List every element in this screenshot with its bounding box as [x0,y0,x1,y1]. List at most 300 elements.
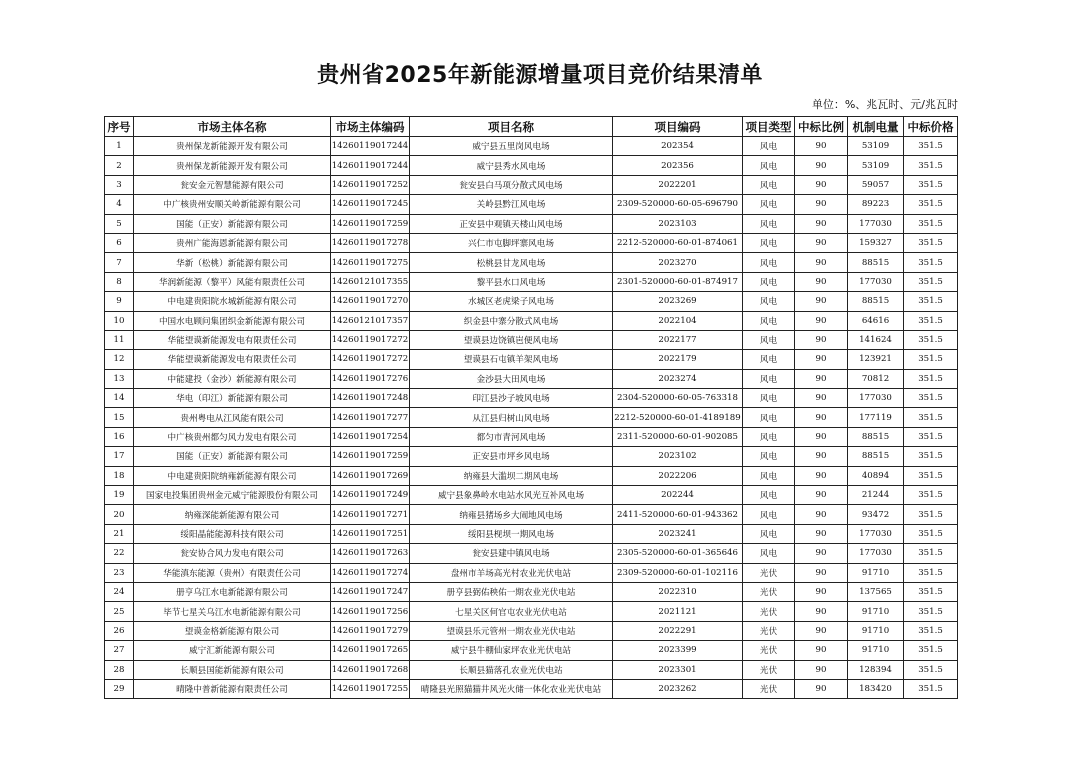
cell-bid-ratio: 90 [795,272,848,291]
cell-bid-price: 351.5 [904,195,958,214]
cell-entity-code: 14260119017259 [331,447,410,466]
table-row [105,292,958,311]
table-row [105,330,958,349]
cell-project-code: 2022177 [613,330,743,349]
cell-project-name: 威宁县象鼻岭水电站水风光互补风电场 [410,486,613,505]
cell-bid-ratio: 90 [795,447,848,466]
cell-bid-ratio: 90 [795,621,848,640]
cell-project-name: 印江县沙子坡风电场 [410,389,613,408]
header-entity-name: 市场主体名称 [134,117,331,137]
cell-bid-ratio: 90 [795,350,848,369]
cell-index: 15 [105,408,134,427]
cell-project-name: 纳雍县猪场乡大闹地风电场 [410,505,613,524]
cell-entity-code: 14260119017263 [331,544,410,563]
header-bid-price: 中标价格 [904,117,958,137]
cell-index: 12 [105,350,134,369]
cell-bid-price: 351.5 [904,427,958,446]
cell-index: 11 [105,330,134,349]
cell-mechanism-energy: 91710 [848,602,904,621]
cell-project-type: 风电 [743,272,795,291]
cell-entity-name: 华能望谟新能源发电有限责任公司 [134,350,331,369]
table-row [105,544,958,563]
cell-bid-ratio: 90 [795,311,848,330]
table-row [105,369,958,388]
cell-project-code: 2023241 [613,524,743,543]
cell-project-name: 黎平县水口风电场 [410,272,613,291]
document-title: 贵州省2025年新能源增量项目竞价结果清单 [317,63,763,88]
cell-mechanism-energy: 91710 [848,563,904,582]
cell-index: 4 [105,195,134,214]
cell-project-name: 瓮安县建中镇风电场 [410,544,613,563]
cell-bid-ratio: 90 [795,253,848,272]
cell-project-code: 2023399 [613,641,743,660]
cell-project-name: 盘州市羊场高光村农业光伏电站 [410,563,613,582]
cell-entity-code: 14260119017272 [331,330,410,349]
cell-index: 3 [105,175,134,194]
cell-project-code: 2022179 [613,350,743,369]
cell-project-code: 2212-520000-60-01-4189189 [613,408,743,427]
cell-project-name: 绥阳县枧坝一期风电场 [410,524,613,543]
table-row [105,408,958,427]
cell-project-code: 202354 [613,137,743,156]
cell-index: 2 [105,156,134,175]
cell-entity-name: 国家电投集团贵州金元威宁能源股份有限公司 [134,486,331,505]
cell-entity-name: 中广核贵州都匀风力发电有限公司 [134,427,331,446]
cell-project-type: 风电 [743,292,795,311]
cell-project-name: 七星关区何官屯农业光伏电站 [410,602,613,621]
cell-project-name: 织金县中寨分散式风电场 [410,311,613,330]
cell-project-code: 2023103 [613,214,743,233]
cell-mechanism-energy: 88515 [848,447,904,466]
cell-entity-name: 中国水电顾问集团织金新能源有限公司 [134,311,331,330]
cell-entity-code: 14260119017269 [331,466,410,485]
cell-entity-name: 国能（正安）新能源有限公司 [134,447,331,466]
cell-project-type: 风电 [743,427,795,446]
cell-entity-name: 长顺县国能新能源有限公司 [134,660,331,679]
cell-mechanism-energy: 177030 [848,214,904,233]
cell-mechanism-energy: 137565 [848,582,904,601]
cell-project-type: 光伏 [743,660,795,679]
cell-project-code: 2022206 [613,466,743,485]
header-entity-code: 市场主体编码 [331,117,410,137]
cell-project-code: 2022201 [613,175,743,194]
cell-project-code: 202244 [613,486,743,505]
cell-project-name: 册亨县弼佑秧佑一期农业光伏电站 [410,582,613,601]
cell-entity-name: 华能滇东能源（贵州）有限责任公司 [134,563,331,582]
cell-entity-code: 14260119017272 [331,350,410,369]
table-row [105,621,958,640]
cell-entity-code: 14260119017278 [331,233,410,252]
cell-bid-ratio: 90 [795,292,848,311]
cell-bid-ratio: 90 [795,582,848,601]
cell-mechanism-energy: 177030 [848,389,904,408]
cell-bid-price: 351.5 [904,389,958,408]
cell-project-name: 威宁县秀水风电场 [410,156,613,175]
cell-project-type: 风电 [743,447,795,466]
header-project-type: 项目类型 [743,117,795,137]
cell-index: 7 [105,253,134,272]
cell-bid-price: 351.5 [904,544,958,563]
cell-project-type: 风电 [743,544,795,563]
cell-index: 20 [105,505,134,524]
cell-project-name: 望谟县石屯镇羊架风电场 [410,350,613,369]
cell-mechanism-energy: 40894 [848,466,904,485]
cell-bid-price: 351.5 [904,486,958,505]
cell-index: 13 [105,369,134,388]
cell-index: 22 [105,544,134,563]
cell-entity-name: 中能建投（金沙）新能源有限公司 [134,369,331,388]
cell-bid-price: 351.5 [904,214,958,233]
cell-index: 23 [105,563,134,582]
cell-project-name: 正安县市坪乡风电场 [410,447,613,466]
cell-bid-ratio: 90 [795,233,848,252]
cell-bid-ratio: 90 [795,214,848,233]
cell-project-name: 兴仁市屯脚坪寨风电场 [410,233,613,252]
cell-entity-code: 14260119017259 [331,214,410,233]
cell-mechanism-energy: 128394 [848,660,904,679]
cell-entity-code: 14260119017270 [331,292,410,311]
cell-bid-ratio: 90 [795,602,848,621]
cell-entity-name: 华新（松桃）新能源有限公司 [134,253,331,272]
cell-bid-ratio: 90 [795,679,848,698]
cell-project-type: 光伏 [743,563,795,582]
cell-mechanism-energy: 59057 [848,175,904,194]
cell-project-type: 风电 [743,350,795,369]
cell-project-code: 2309-520000-60-01-102116 [613,563,743,582]
cell-entity-code: 14260119017271 [331,505,410,524]
table-row [105,447,958,466]
table-row [105,679,958,698]
cell-project-name: 关岭县黔江风电场 [410,195,613,214]
cell-bid-price: 351.5 [904,233,958,252]
cell-project-code: 2023269 [613,292,743,311]
table-row [105,524,958,543]
cell-entity-code: 14260119017247 [331,582,410,601]
cell-entity-name: 纳雍深能新能源有限公司 [134,505,331,524]
cell-index: 18 [105,466,134,485]
cell-project-name: 长顺县猫落孔农业光伏电站 [410,660,613,679]
cell-bid-ratio: 90 [795,641,848,660]
cell-bid-price: 351.5 [904,466,958,485]
cell-project-name: 从江县归树山风电场 [410,408,613,427]
cell-bid-price: 351.5 [904,524,958,543]
cell-bid-ratio: 90 [795,563,848,582]
cell-entity-name: 贵州广能海恩新能源有限公司 [134,233,331,252]
cell-bid-price: 351.5 [904,408,958,427]
cell-project-type: 光伏 [743,582,795,601]
cell-entity-code: 14260119017244 [331,137,410,156]
table-row [105,582,958,601]
cell-index: 1 [105,137,134,156]
cell-bid-price: 351.5 [904,505,958,524]
cell-bid-ratio: 90 [795,524,848,543]
cell-bid-price: 351.5 [904,137,958,156]
cell-project-code: 2212-520000-60-01-874061 [613,233,743,252]
cell-bid-ratio: 90 [795,466,848,485]
cell-project-name: 水城区老虎梁子风电场 [410,292,613,311]
cell-project-code: 2022104 [613,311,743,330]
table-row [105,602,958,621]
cell-mechanism-energy: 53109 [848,156,904,175]
cell-index: 26 [105,621,134,640]
cell-entity-name: 瓮安协合风力发电有限公司 [134,544,331,563]
cell-bid-price: 351.5 [904,156,958,175]
cell-project-type: 光伏 [743,641,795,660]
cell-index: 8 [105,272,134,291]
cell-entity-code: 14260119017254 [331,427,410,446]
cell-entity-code: 14260119017249 [331,486,410,505]
cell-project-type: 风电 [743,486,795,505]
cell-entity-code: 14260119017248 [331,389,410,408]
cell-entity-code: 14260119017251 [331,524,410,543]
table-row [105,427,958,446]
table-row [105,233,958,252]
cell-bid-ratio: 90 [795,544,848,563]
cell-project-type: 风电 [743,311,795,330]
cell-entity-code: 14260119017265 [331,641,410,660]
cell-entity-name: 中电建贵阳院纳雍新能源有限公司 [134,466,331,485]
table-body [105,137,958,699]
cell-mechanism-energy: 177030 [848,272,904,291]
cell-mechanism-energy: 183420 [848,679,904,698]
table-header-row [105,117,958,137]
cell-entity-code: 14260119017244 [331,156,410,175]
cell-project-name: 松桃县甘龙风电场 [410,253,613,272]
table-row [105,195,958,214]
cell-entity-name: 中电建贵阳院水城新能源有限公司 [134,292,331,311]
cell-project-code: 2022291 [613,621,743,640]
cell-project-type: 风电 [743,369,795,388]
cell-project-type: 风电 [743,466,795,485]
cell-entity-code: 14260119017252 [331,175,410,194]
cell-entity-code: 14260121017357 [331,311,410,330]
cell-bid-ratio: 90 [795,505,848,524]
cell-project-name: 晴隆县光照猫猫井风光火储一体化农业光伏电站 [410,679,613,698]
cell-entity-name: 华润新能源（黎平）风能有限责任公司 [134,272,331,291]
cell-bid-ratio: 90 [795,427,848,446]
cell-bid-ratio: 90 [795,175,848,194]
cell-bid-price: 351.5 [904,330,958,349]
cell-index: 25 [105,602,134,621]
cell-entity-code: 14260119017268 [331,660,410,679]
cell-mechanism-energy: 89223 [848,195,904,214]
cell-project-code: 2023301 [613,660,743,679]
cell-entity-name: 贵州保龙新能源开发有限公司 [134,137,331,156]
cell-project-name: 威宁县牛棚仙家坪农业光伏电站 [410,641,613,660]
cell-index: 16 [105,427,134,446]
table-row [105,350,958,369]
cell-bid-price: 351.5 [904,311,958,330]
cell-project-type: 风电 [743,195,795,214]
cell-index: 21 [105,524,134,543]
cell-project-code: 2021121 [613,602,743,621]
cell-mechanism-energy: 177030 [848,544,904,563]
cell-project-type: 光伏 [743,679,795,698]
cell-entity-name: 贵州粤电从江风能有限公司 [134,408,331,427]
cell-entity-name: 望谟金格新能源有限公司 [134,621,331,640]
table-row [105,466,958,485]
cell-mechanism-energy: 53109 [848,137,904,156]
cell-bid-ratio: 90 [795,195,848,214]
cell-mechanism-energy: 88515 [848,292,904,311]
cell-entity-code: 14260119017277 [331,408,410,427]
cell-project-type: 风电 [743,156,795,175]
cell-bid-price: 351.5 [904,272,958,291]
cell-index: 14 [105,389,134,408]
cell-bid-price: 351.5 [904,175,958,194]
cell-bid-ratio: 90 [795,137,848,156]
cell-project-type: 风电 [743,233,795,252]
table-row [105,505,958,524]
table-row [105,311,958,330]
cell-project-type: 风电 [743,330,795,349]
cell-entity-name: 瓮安金元智慧能源有限公司 [134,175,331,194]
cell-mechanism-energy: 91710 [848,641,904,660]
cell-mechanism-energy: 64616 [848,311,904,330]
unit-note: 单位：%、兆瓦时、元/兆瓦时 [811,98,958,111]
header-project-code: 项目编码 [613,117,743,137]
cell-mechanism-energy: 177030 [848,524,904,543]
cell-project-type: 风电 [743,214,795,233]
cell-project-name: 望谟县乐元管州一期农业光伏电站 [410,621,613,640]
cell-project-code: 2022310 [613,582,743,601]
table-row [105,175,958,194]
cell-index: 6 [105,233,134,252]
cell-index: 27 [105,641,134,660]
cell-bid-ratio: 90 [795,369,848,388]
cell-project-name: 纳雍县大滥坝二期风电场 [410,466,613,485]
cell-entity-code: 14260119017274 [331,563,410,582]
table-row [105,272,958,291]
cell-entity-code: 14260119017256 [331,602,410,621]
cell-project-code: 2411-520000-60-01-943362 [613,505,743,524]
cell-project-name: 望谟县边饶镇岜便风电场 [410,330,613,349]
cell-project-name: 威宁县五里岗风电场 [410,137,613,156]
table-row [105,641,958,660]
cell-entity-name: 绥阳晶能能源科技有限公司 [134,524,331,543]
cell-mechanism-energy: 91710 [848,621,904,640]
cell-entity-code: 14260119017255 [331,679,410,698]
cell-bid-ratio: 90 [795,486,848,505]
header-mechanism-energy: 机制电量 [848,117,904,137]
cell-project-type: 光伏 [743,602,795,621]
cell-entity-name: 中广核贵州安顺关岭新能源有限公司 [134,195,331,214]
header-project-name: 项目名称 [410,117,613,137]
cell-bid-price: 351.5 [904,621,958,640]
cell-mechanism-energy: 177119 [848,408,904,427]
cell-project-code: 2311-520000-60-01-902085 [613,427,743,446]
cell-mechanism-energy: 93472 [848,505,904,524]
table-row [105,214,958,233]
cell-entity-name: 晴隆中普新能源有限责任公司 [134,679,331,698]
cell-bid-ratio: 90 [795,660,848,679]
cell-index: 24 [105,582,134,601]
cell-bid-price: 351.5 [904,660,958,679]
cell-bid-price: 351.5 [904,641,958,660]
cell-bid-ratio: 90 [795,408,848,427]
cell-entity-name: 册亨乌江水电新能源有限公司 [134,582,331,601]
cell-index: 28 [105,660,134,679]
cell-project-code: 2301-520000-60-01-874917 [613,272,743,291]
cell-project-type: 风电 [743,505,795,524]
cell-entity-code: 14260119017245 [331,195,410,214]
table-row [105,486,958,505]
cell-bid-price: 351.5 [904,369,958,388]
cell-index: 5 [105,214,134,233]
cell-project-code: 2023262 [613,679,743,698]
cell-bid-price: 351.5 [904,582,958,601]
cell-entity-name: 华能望谟新能源发电有限责任公司 [134,330,331,349]
cell-index: 17 [105,447,134,466]
cell-project-type: 风电 [743,175,795,194]
cell-bid-price: 351.5 [904,679,958,698]
cell-entity-name: 毕节七星关乌江水电新能源有限公司 [134,602,331,621]
cell-project-type: 风电 [743,389,795,408]
cell-index: 9 [105,292,134,311]
cell-index: 29 [105,679,134,698]
cell-bid-price: 351.5 [904,292,958,311]
table-row [105,156,958,175]
table-row [105,253,958,272]
header-bid-ratio: 中标比例 [795,117,848,137]
table-row [105,660,958,679]
cell-mechanism-energy: 141624 [848,330,904,349]
cell-entity-name: 国能（正安）新能源有限公司 [134,214,331,233]
cell-bid-price: 351.5 [904,563,958,582]
cell-bid-price: 351.5 [904,602,958,621]
cell-project-type: 风电 [743,137,795,156]
cell-bid-price: 351.5 [904,447,958,466]
table-row [105,137,958,156]
cell-entity-code: 14260121017355 [331,272,410,291]
cell-project-code: 2023270 [613,253,743,272]
cell-project-code: 2305-520000-60-01-365646 [613,544,743,563]
cell-entity-name: 贵州保龙新能源开发有限公司 [134,156,331,175]
cell-project-name: 正安县中观镇天楼山风电场 [410,214,613,233]
cell-mechanism-energy: 21244 [848,486,904,505]
cell-index: 19 [105,486,134,505]
cell-entity-code: 14260119017275 [331,253,410,272]
cell-entity-code: 14260119017279 [331,621,410,640]
cell-mechanism-energy: 88515 [848,253,904,272]
cell-mechanism-energy: 123921 [848,350,904,369]
cell-bid-ratio: 90 [795,330,848,349]
cell-entity-code: 14260119017276 [331,369,410,388]
cell-project-code: 2309-520000-60-05-696790 [613,195,743,214]
cell-project-type: 风电 [743,253,795,272]
cell-project-name: 都匀市青河风电场 [410,427,613,446]
cell-bid-ratio: 90 [795,389,848,408]
header-index: 序号 [105,117,134,137]
cell-project-name: 瓮安县白马项分散式风电场 [410,175,613,194]
cell-mechanism-energy: 88515 [848,427,904,446]
cell-mechanism-energy: 159327 [848,233,904,252]
cell-entity-name: 华电（印江）新能源有限公司 [134,389,331,408]
results-table [104,116,958,699]
cell-project-name: 金沙县大田风电场 [410,369,613,388]
cell-project-code: 2304-520000-60-05-763318 [613,389,743,408]
cell-project-code: 202356 [613,156,743,175]
cell-index: 10 [105,311,134,330]
cell-mechanism-energy: 70812 [848,369,904,388]
cell-project-code: 2023274 [613,369,743,388]
cell-bid-price: 351.5 [904,350,958,369]
cell-project-type: 风电 [743,524,795,543]
cell-entity-name: 威宁汇新能源有限公司 [134,641,331,660]
cell-project-type: 风电 [743,408,795,427]
cell-project-type: 光伏 [743,621,795,640]
table-row [105,389,958,408]
